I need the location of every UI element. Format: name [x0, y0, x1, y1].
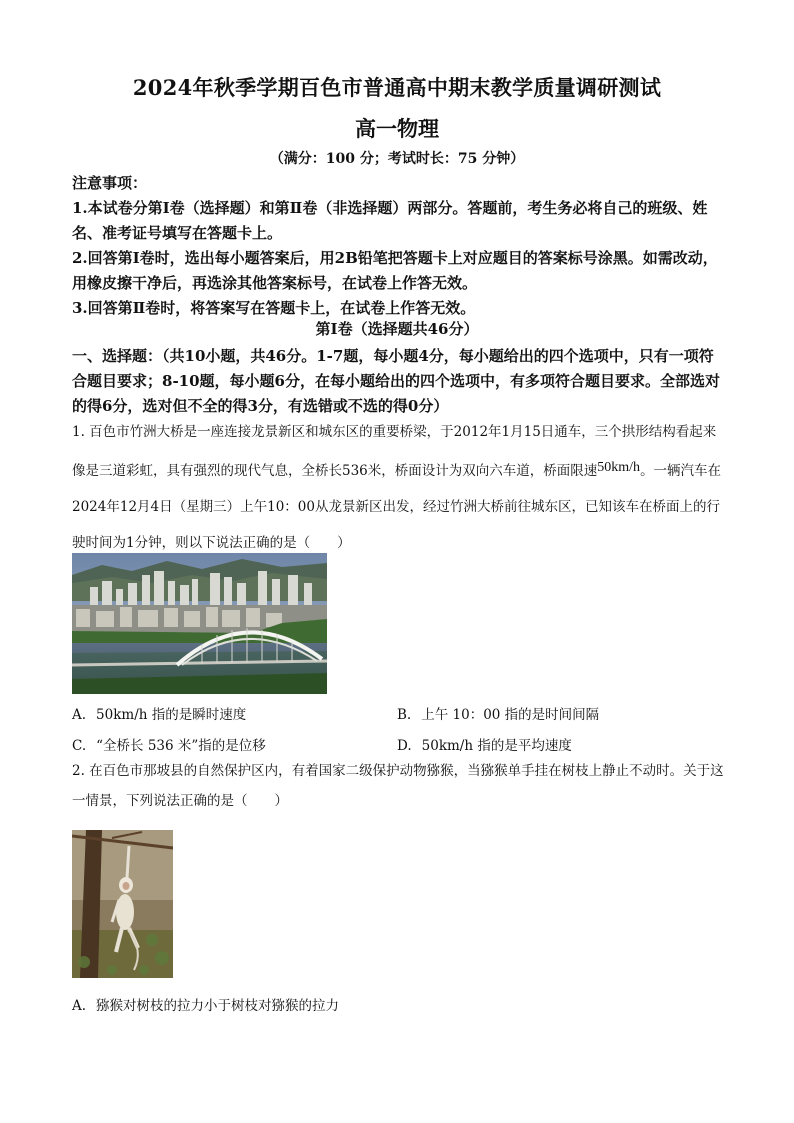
monkey-photo: [72, 830, 173, 978]
option-d: [397, 734, 572, 754]
option-label: A.: [72, 707, 87, 723]
part-heading: 一、选择题：（共10小题，共46分。1-7题，每小题4分，每小题给出的四个选项中，只有一项符合题目要求；8-10题，每小题6分，在每小题给出的四个选项中，有多项符合题目要求。全部选对的得6分，选对但不全的得3分，有选错或不选的得0分）: [72, 347, 720, 415]
question-2: 2. 在百色市那坡县的自然保护区内，有着国家二级保护动物猕猴，当猕猴单手挂在树枝上静止不动时。关于这一情景，下列说法正确的是（ ）: [72, 763, 724, 809]
option-a: [72, 703, 246, 723]
option-c: [72, 734, 266, 754]
exam-title: 2024年秋季学期百色市普通高中期末教学质量调研测试: [132, 75, 662, 100]
speed-limit: 50km/h: [597, 460, 641, 475]
option-label: A.: [72, 998, 87, 1014]
exam-subject: 高一物理: [355, 116, 439, 141]
exam-meta: （满分：100 分；考试时长：75 分钟）: [269, 151, 525, 167]
question-1: [72, 414, 724, 561]
option-text: 猕猴对树枝的拉力小于树枝对猕猴的拉力: [96, 998, 340, 1014]
option-text: 上午 10：00 指的是时间间隔: [421, 707, 600, 723]
q2-option-a: [72, 994, 339, 1014]
notice-heading: 注意事项：: [72, 174, 148, 192]
option-label: C.: [72, 738, 87, 754]
notice-item: 2.回答第Ⅰ卷时，选出每小题答案后，用2B铅笔把答题卡上对应题目的答案标号涂黑。如需改动，用橡皮擦干净后，再选涂其他答案标号，在试卷上作答无效。: [72, 249, 718, 292]
option-text: 50km/h 指的是瞬时速度: [96, 707, 247, 723]
section-heading: 第Ⅰ卷（选择题共46分）: [315, 320, 479, 338]
option-text: 50km/h 指的是平均速度: [421, 738, 572, 754]
option-label: B.: [397, 707, 412, 723]
option-b: [397, 703, 599, 723]
notice-item: 1.本试卷分第Ⅰ卷（选择题）和第Ⅱ卷（非选择题）两部分。答题前，考生务必将自己的班级、姓名、准考证号填写在答题卡上。: [72, 199, 708, 242]
option-text: “全桥长 536 米”指的是位移: [96, 738, 266, 754]
question-1-text: 1. 百色市竹洲大桥是一座连接龙景新区和城东区的重要桥梁，于2012年1月15日通车，三个拱形结构看起来像是三道彩虹，具有强烈的现代气息，全桥长536米，桥面设计为双向六车道，桥面限速: [72, 424, 717, 479]
notice-block: [72, 171, 724, 321]
notice-item: 3.回答第Ⅱ卷时，将答案写在答题卡上，在试卷上作答无效。: [72, 299, 476, 317]
bridge-photo: [72, 553, 327, 694]
question-1-text-cont: 。一辆汽车在2024年12月4日（星期三）上午10：00从龙景新区出发，经过竹洲大桥前往城东区，已知该车在桥面上的行驶时间为1分钟，则以下说法正确的是（ ）: [72, 463, 722, 551]
option-label: D.: [397, 738, 412, 754]
